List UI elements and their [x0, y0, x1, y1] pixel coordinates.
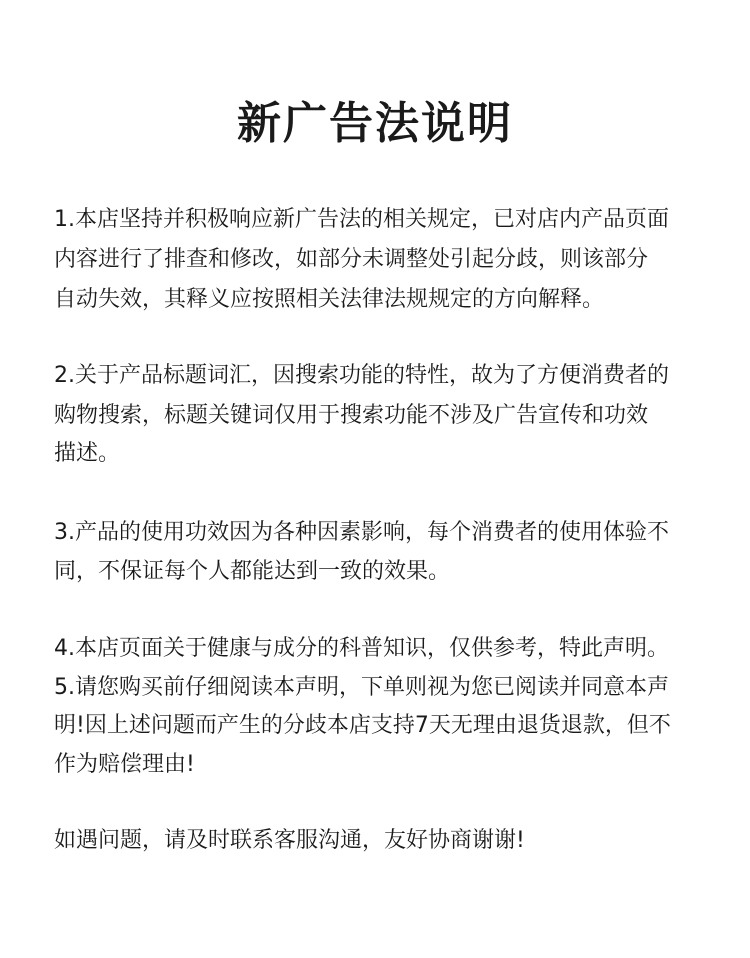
- paragraph-5-line-2: 明!因上述问题而产生的分歧本店支持7天无理由退货退款，但不: [54, 713, 671, 738]
- page-title: 新广告法说明: [237, 98, 513, 149]
- paragraph-5-line-1: 5.请您购买前仔细阅读本声明，下单则视为您已阅读并同意本声: [54, 675, 669, 700]
- paragraph-4-line-1: 4.本店页面关于健康与成分的科普知识，仅供参考，特此声明。: [54, 636, 669, 661]
- paragraph-2-line-3: 描述。: [54, 441, 121, 466]
- paragraph-2-line-2: 购物搜索，标题关键词仅用于搜索功能不涉及广告宣传和功效: [54, 403, 649, 428]
- paragraph-1-line-2: 内容进行了排查和修改，如部分未调整处引起分歧，则该部分: [54, 247, 649, 272]
- paragraph-2-line-1: 2.关于产品标题词汇，因搜索功能的特性，故为了方便消费者的: [54, 363, 669, 388]
- paragraph-5-line-3: 作为赔偿理由!: [54, 752, 195, 777]
- paragraph-3-line-1: 3.产品的使用功效因为各种因素影响，每个消费者的使用体验不: [54, 520, 669, 545]
- closing-line: 如遇问题，请及时联系客服沟通，友好协商谢谢!: [54, 828, 525, 853]
- paragraph-3-line-2: 同，不保证每个人都能达到一致的效果。: [54, 559, 451, 584]
- paragraph-1-line-3: 自动失效，其释义应按照相关法律法规规定的方向解释。: [54, 287, 605, 312]
- paragraph-1-line-1: 1.本店坚持并积极响应新广告法的相关规定，已对店内产品页面: [54, 207, 669, 232]
